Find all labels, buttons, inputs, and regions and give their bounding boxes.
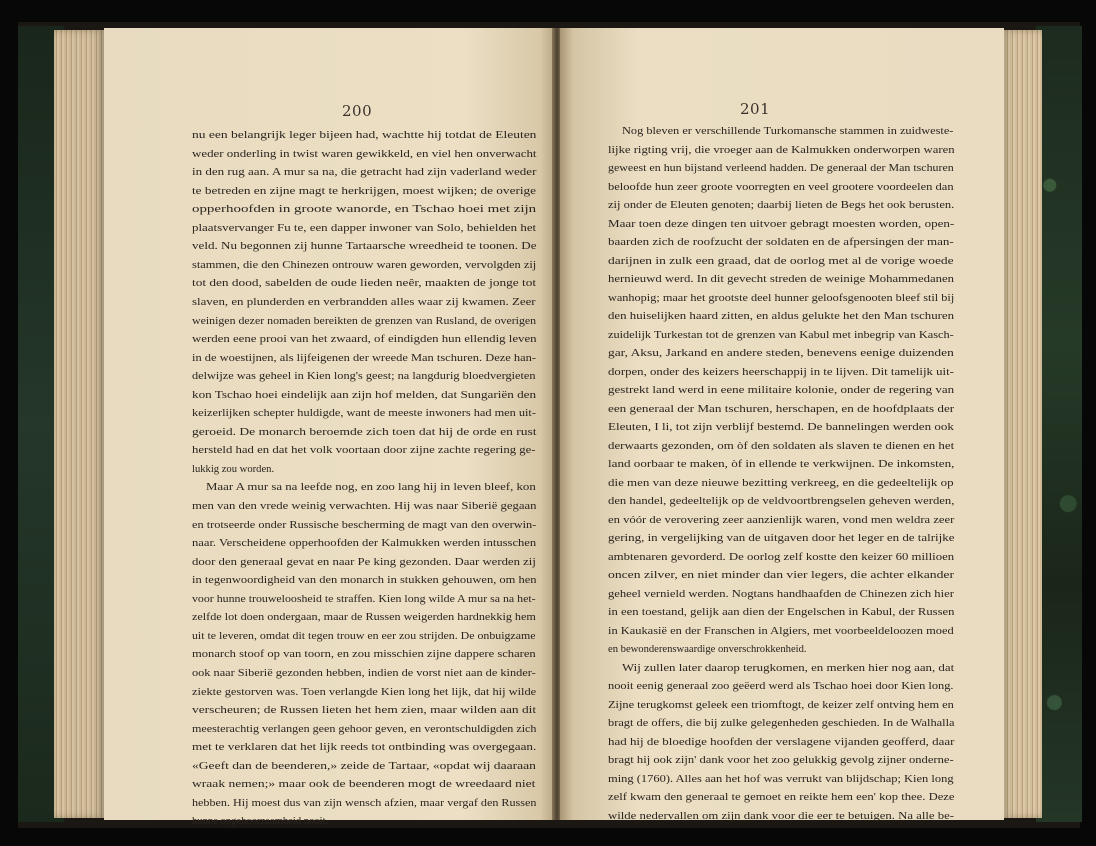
text-line: wraak nemen;» maar ook de beenderen mogt de wreedaard niet	[192, 779, 536, 791]
text-line: nu een belangrijk leger bijeen had, wachtte hij totdat de Eleuten	[192, 130, 537, 141]
left-page-number: 200	[342, 102, 373, 120]
text-line: meesterachtig verlangen geen gehoor geven, en verontschuldigden zich	[192, 723, 537, 735]
text-line: veld. Nu begonnen zij hunne Tartaarsche wreedheid te toonen. De	[192, 241, 537, 253]
text-line: naar. Verscheidene opperhoofden der Kalmukken werden intusschen	[192, 538, 537, 550]
text-line: gestrekt land werd in eene militaire kolonie, onder de regering van	[608, 385, 955, 396]
text-line: geweest en hun bijstand verleend hadden. De generaal der Man tschuren	[608, 163, 954, 174]
text-line: door den generaal gevat en naar Pe king gezonden. Daar werden zij	[192, 556, 536, 568]
text-line: hebben. Hij moest dus van zijn wensch afzien, maar vergaf den Russen	[192, 797, 537, 809]
text-line: zij onder de Eleuten genoten; daarbij lieten de Begs het ook berusten.	[608, 200, 955, 211]
text-line: ook naar Siberië gezonden hebben, indien de vorst niet aan de kinder-	[192, 667, 536, 679]
text-line: in een toestand, gelijk aan dien der Engelschen in Kabul, der Russen	[608, 607, 955, 618]
text-line: stammen, die den Chinezen ontrouw waren geworden, vervolgden zij	[192, 259, 537, 271]
text-line: wanhopig; maar het grootste deel hunner geloofsgenooten bleef stil bij	[608, 292, 955, 304]
right-page-number: 201	[740, 100, 771, 118]
text-line: te betreden en zijne magt te herkrijgen, moest wijken; de overige	[192, 185, 537, 197]
text-line: Maar toen deze dingen ten uitvoer gebragt moesten worden, open-	[608, 218, 955, 230]
text-line: uit te leveren, omdat dit tegen trouw en eer zou strijden. De onbuigzame	[192, 630, 536, 642]
text-line: darijnen in zulk een graad, dat de oorlog met al de vorige woede	[608, 255, 954, 267]
text-line: baarden zich de roofzucht der soldaten en de afpersingen der man-	[608, 237, 954, 248]
text-line: en bewonderenswaardige onverschrokkenheid.	[608, 644, 807, 655]
text-line: Nog bleven er verschillende Turkomansche stammen in zuidweste-	[622, 126, 954, 137]
text-line: den huiselijken haard zitten, en aldus gelukte het den Man tschuren	[608, 311, 955, 322]
text-line: weinigen dezer nomaden bereikten de grenzen van Rusland, de overigen	[192, 315, 537, 327]
text-line: den handel, gedeeltelijk op de veldvoortbrengselen geheven werden,	[608, 496, 955, 507]
text-line: wilde nedervallen om zijn dank voor die eer te betuigen. Na alle be-	[608, 810, 954, 822]
text-line: delwijze was geheel in Kien long's geest; na langdurig bloedvergieten	[192, 371, 536, 383]
text-line: Zijne terugkomst geleek een triomftogt, de keizer zelf ontving hem en	[608, 699, 954, 711]
left-page	[104, 28, 554, 828]
text-line: ziekte gestorven was. Toen verlangde Kien long het lijk, dat hij wilde	[192, 686, 537, 698]
text-line: kon Tschao hoei eindelijk aan zijn hof melden, dat Sungariën den	[192, 389, 537, 401]
text-line: monarch stoof op van toorn, en zou misschien zijne dappere scharen	[192, 649, 536, 661]
book-cover-right	[1036, 26, 1082, 822]
text-line: voor hunne trouweloosheid te straffen. Kien long wilde A mur sa na het-	[192, 593, 536, 605]
text-line: en trotseerde onder Russische bescherming de magt van den overwin-	[192, 519, 537, 531]
text-line: lijke rigting vrij, die vroeger aan de Kalmukken onderworpen waren	[608, 144, 955, 156]
text-line: zelfde lot doen ondergaan, maar de Russen weigerden hardnekkig hem	[192, 612, 536, 624]
right-page	[560, 28, 1004, 820]
text-line: nooit eenig generaal zoo geëerd werd als Tschao hoei door Kien long.	[608, 681, 954, 692]
text-line: met te verklaren dat het lijk reeds tot ontbinding was overgegaan.	[192, 742, 537, 754]
page-edges-right	[1000, 30, 1042, 818]
text-line: Wij zullen later daarop terugkomen, en merken hier nog aan, dat	[622, 662, 955, 674]
text-line: hersteld had en dat het volk voortaan door zijne zachte regering ge-	[192, 445, 536, 457]
page-edges-left	[54, 30, 106, 818]
text-line: zelf kwam den generaal te gemoet en reikte hem een' kop thee. Deze	[608, 792, 955, 803]
text-line: lukkig zou worden.	[192, 463, 275, 475]
text-line: had hij de bloedige hoofden der verslagene vijanden geofferd, daar	[608, 736, 955, 748]
text-line: in den rug aan. A mur sa na, die getracht had zijn vaderland weder	[192, 167, 537, 179]
text-line: Maar A mur sa na leefde nog, en zoo lang hij in leven bleef, kon	[206, 482, 536, 494]
text-line: bragt de offers, die bij zulke gelegenheden geschieden. In de Walhalla	[608, 718, 955, 729]
text-line: opperhoofden in groote wanorde, en Tschao hoei met zijn	[192, 204, 537, 216]
text-line: hunne ongehoorzaamheid nooit.	[192, 816, 329, 828]
text-line: weder onderling in twist waren gewikkeld, en viel hen onverwacht	[192, 148, 537, 160]
text-line: tot den dood, sabelden de oude lieden neêr, maakten de jonge tot	[192, 278, 537, 290]
text-line: oncen zilver, en niet minder dan vier legers, die achter elkander	[608, 570, 955, 581]
text-line: in de woestijnen, als lijfeigenen der wreede Man tschuren. Deze han-	[192, 352, 536, 364]
text-line: slaven, en plunderden en verbrandden alles waar zij kwamen. Zeer	[192, 296, 536, 308]
text-line: gering, in vergelijking van de uitgaven door het leger en de talrijke	[608, 533, 955, 544]
text-line: geroeid. De monarch beroemde zich toen dat hij de orde en rust	[192, 426, 537, 438]
text-line: een generaal der Man tschuren, herschapen, en de hoofdplaats der	[608, 403, 955, 415]
text-line: bragt hij ook zijn' dank voor het zoo gelukkig gevolg zijner onderne-	[608, 755, 954, 766]
text-line: in tegenwoordigheid van den monarch in stukken gehouwen, om hen	[192, 575, 537, 587]
text-line: derwaarts gezonden, om òf den soldaten als slaven te dienen en het	[608, 440, 955, 452]
text-line: ambtenaren gevorderd. De oorlog zelf kostte den keizer 60 millioen	[608, 551, 955, 563]
text-line: geheel vernield werden. Nogtans handhaafden de Chinezen zich hier	[608, 588, 954, 600]
text-line: gar, Aksu, Jarkand en andere steden, benevens eenige duizenden	[608, 348, 954, 359]
text-line: en vóór de verovering zeer aanzienlijk waren, vond men weldra zeer	[608, 514, 955, 526]
text-line: die men van deze nieuwe bezitting verkreeg, en die gedeeltelijk op	[608, 477, 954, 489]
text-line: men van den vrede weinig verwachten. Hij was naar Siberië gegaan	[192, 501, 537, 512]
text-line: in Kaukasië en der Franschen in Algiers, met voorbeeldeloozen moed	[608, 625, 954, 637]
text-line: verscheuren; de Russen lieten het hem zien, maar wilden aan dit	[192, 705, 537, 717]
text-line: werden eene prooi van het zwaard, of eindigden hun ellendig leven	[192, 334, 537, 346]
text-line: plaatsvervanger Fu te, een dapper inwoner van Solo, behielden het	[192, 222, 537, 234]
text-line: dorpen, onder des keizers heerschappij in te lijven. Dit tamelijk uit-	[608, 366, 954, 378]
text-line: «Geeft dan de beenderen,» zeide de Tartaar, «opdat wij daaraan	[192, 760, 536, 772]
text-line: ming (1760). Alles aan het hof was verrukt van blijdschap; Kien long	[608, 773, 954, 785]
text-line: hernieuwd werd. In dit gevecht streden de weinige Mohammedanen	[608, 274, 955, 285]
text-line: keizerlijken schepter huldigde, want de meeste inwoners had men uit-	[192, 408, 536, 420]
text-line: zuidelijk Turkestan tot de grenzen van Kabul met inbegrip van Kasch-	[608, 329, 954, 341]
text-line: Eleuten, I li, tot zijn verblijf bestemd. De bannelingen werden ook	[608, 422, 954, 433]
text-line: beloofde hun zeer groote voorregten en veel grootere voordeelen dan	[608, 181, 954, 193]
text-line: land oorbaar te maken, òf in ellende te verkwijnen. De inkomsten,	[608, 459, 955, 470]
